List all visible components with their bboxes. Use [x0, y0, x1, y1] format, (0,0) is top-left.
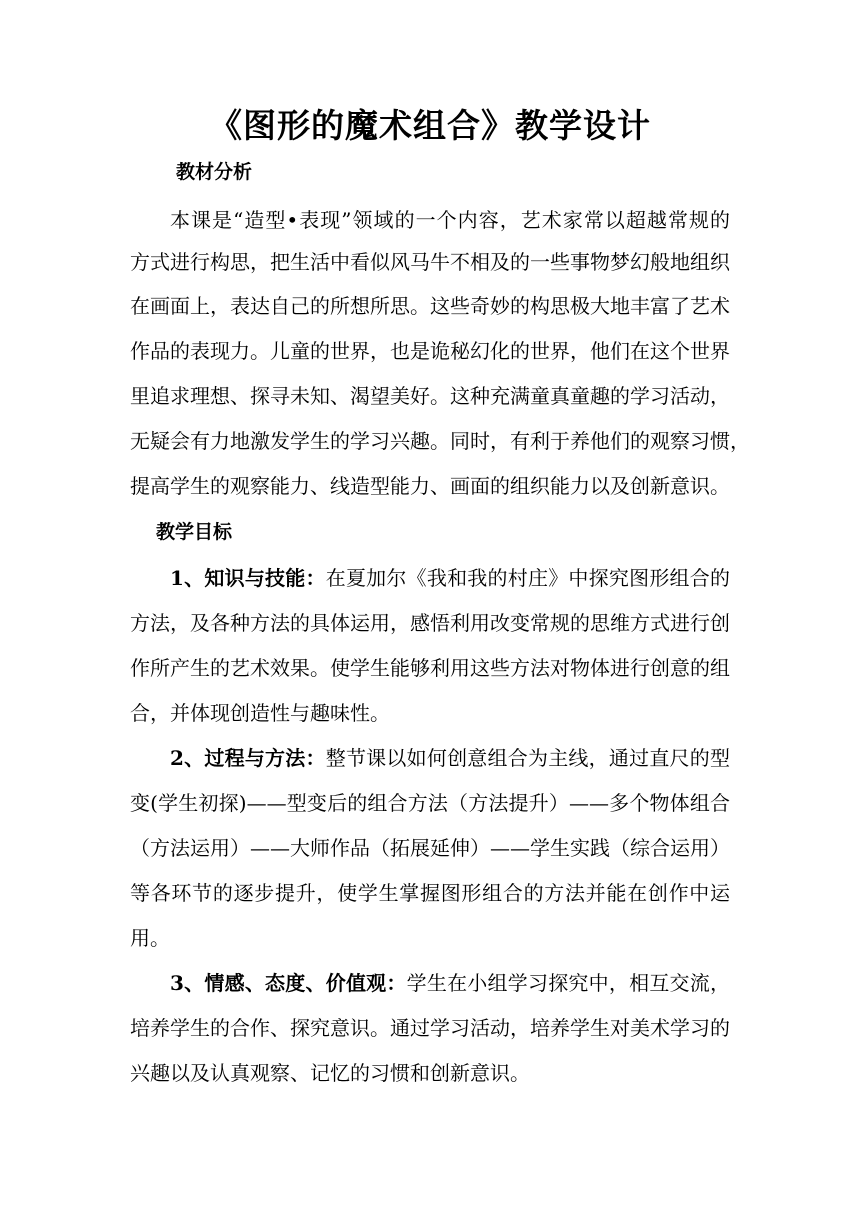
paragraph-line: 等各环节的逐步提升，使学生掌握图形组合的方法并能在创作中运 [130, 881, 730, 905]
goal-first-line [130, 564, 730, 592]
paragraph-line: 方法，及各种方法的具体运用，感悟利用改变常规的思维方式进行创 [130, 611, 730, 635]
paragraph-line: 在画面上，表达自己的所想所思。这些奇妙的构思极大地丰富了艺术 [130, 294, 730, 318]
paragraph-line: 兴趣以及认真观察、记忆的习惯和创新意识。 [130, 1061, 530, 1085]
paragraph-line: 合，并体现创造性与趣味性。 [130, 701, 390, 725]
section-heading-teaching-goals: 教学目标 [156, 521, 233, 543]
paragraph-line: 里追求理想、探寻未知、渴望美好。这种充满童真童趣的学习活动， [130, 384, 730, 408]
paragraph-line: 提高学生的观察能力、线造型能力、画面的组织能力以及创新意识。 [130, 474, 730, 498]
paragraph-line: 无疑会有力地激发学生的学习兴趣。同时，有利于养他们的观察习惯， [130, 429, 750, 453]
paragraph-line: 变(学生初探)——型变后的组合方法（方法提升）——多个物体组合 [130, 791, 730, 815]
document-title: 《图形的魔术组合》教学设计 [209, 106, 651, 145]
goal-first-line [130, 744, 730, 772]
paragraph-line: （方法运用）——大师作品（拓展延伸）——学生实践（综合运用） [130, 836, 730, 860]
paragraph-line: 本课是“造型•表现”领域的一个内容，艺术家常以超越常规的 [170, 208, 730, 232]
paragraph-line: 方式进行构思，把生活中看似风马牛不相及的一些事物梦幻般地组织 [130, 250, 730, 274]
paragraph-line: 用。 [130, 926, 170, 950]
paragraph-line: 培养学生的合作、探究意识。通过学习活动，培养学生对美术学习的 [130, 1016, 730, 1040]
paragraph-line: 作品的表现力。儿童的世界，也是诡秘幻化的世界，他们在这个世界 [130, 339, 730, 363]
section-heading-textbook-analysis: 教材分析 [176, 161, 253, 183]
goal-label-process: 2、过程与方法： [170, 746, 326, 770]
paragraph-line: 作所产生的艺术效果。使学生能够利用这些方法对物体进行创意的组 [130, 656, 730, 680]
goal-label-emotion: 3、情感、态度、价值观： [170, 971, 407, 995]
goal-text: 整节课以如何创意组合为主线，通过直尺的型 [325, 746, 730, 770]
goal-text: 在夏加尔《我和我的村庄》中探究图形组合的 [325, 566, 730, 590]
goal-label-knowledge: 1、知识与技能： [170, 566, 326, 590]
goal-text: 学生在小组学习探究中，相互交流， [406, 971, 731, 995]
goal-first-line [130, 969, 730, 997]
